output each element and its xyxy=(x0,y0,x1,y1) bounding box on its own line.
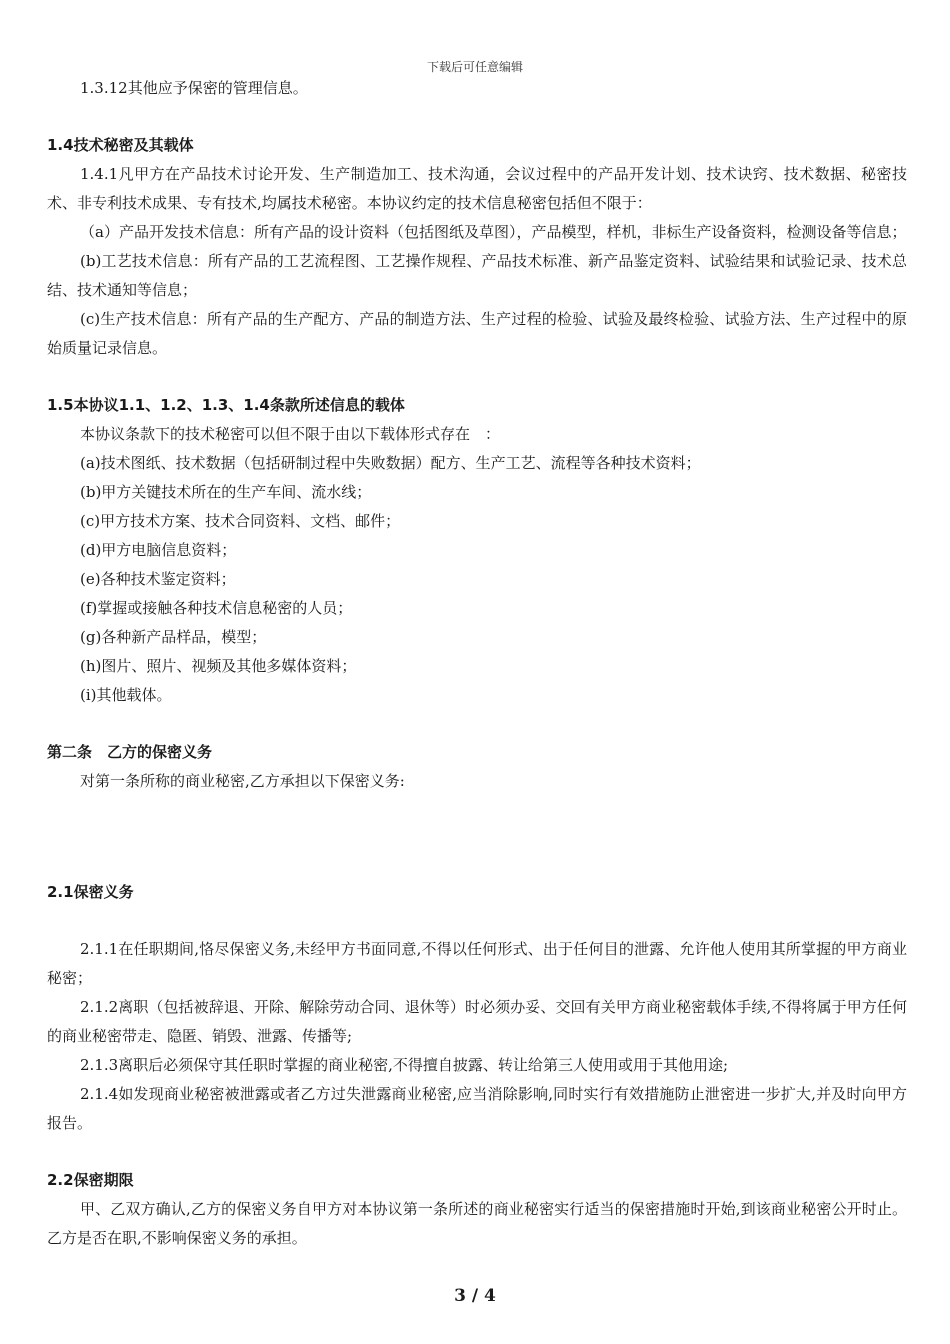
clause-1-4-c: (c)生产技术信息：所有产品的生产配方、产品的制造方法、生产过程的检验、试验及最终检验、试验方法、生产过程中的原始质量记录信息。 xyxy=(47,310,907,357)
clause-2-1-4: 2.1.4如发现商业秘密被泄露或者乙方过失泄露商业秘密,应当消除影响,同时实行有效措施防止泄密进一步扩大,并及时向甲方报告。 xyxy=(47,1085,907,1132)
list-item: (h)图片、照片、视频及其他多媒体资料； xyxy=(80,657,357,675)
heading-1-4: 1.4技术秘密及其载体 xyxy=(47,136,194,154)
list-item: (a)技术图纸、技术数据（包括研制过程中失败数据）配方、生产工艺、流程等各种技术资料； xyxy=(80,454,701,472)
list-item: (e)各种技术鉴定资料； xyxy=(80,570,236,588)
clause-2-2-1: 甲、乙双方确认,乙方的保密义务自甲方对本协议第一条所述的商业秘密实行适当的保密措施时开始,到该商业秘密公开时止。乙方是否在职,不影响保密义务的承担。 xyxy=(47,1200,907,1247)
clause-1-4-b: (b)工艺技术信息：所有产品的工艺流程图、工艺操作规程、产品技术标准、新产品鉴定资料、试验结果和试验记录、技术总结、技术通知等信息； xyxy=(47,252,907,299)
clause-1-5-intro: 本协议条款下的技术秘密可以但不限于由以下载体形式存在 ： xyxy=(80,425,501,443)
heading-2-2: 2.2保密期限 xyxy=(47,1171,134,1189)
article-2-intro: 对第一条所称的商业秘密,乙方承担以下保密义务: xyxy=(80,772,405,790)
list-item: (i)其他载体。 xyxy=(80,686,172,704)
list-item: (f)掌握或接触各种技术信息秘密的人员； xyxy=(80,599,353,617)
clause-2-1-3: 2.1.3离职后必须保守其任职时掌握的商业秘密,不得擅自披露、转让给第三人使用或用于其他用途; xyxy=(80,1056,728,1074)
heading-2-1: 2.1保密义务 xyxy=(47,883,134,901)
clause-2-1-2: 2.1.2离职（包括被辞退、开除、解除劳动合同、退休等）时必须办妥、交回有关甲方商业秘密载体手续,不得将属于甲方任何的商业秘密带走、隐匿、销毁、泄露、传播等; xyxy=(47,998,907,1045)
list-item: (g)各种新产品样品，模型； xyxy=(80,628,267,646)
clause-2-1-1: 2.1.1在任职期间,恪尽保密义务,未经甲方书面同意,不得以任何形式、出于任何目的泄露、允许他人使用其所掌握的甲方商业秘密； xyxy=(47,940,907,987)
watermark-text: 下载后可任意编辑 xyxy=(426,60,523,74)
clause-1-3-12: 1.3.12其他应予保密的管理信息。 xyxy=(80,79,308,97)
clause-1-4-a: （a）产品开发技术信息：所有产品的设计资料（包括图纸及草图），产品模型，样机，非标生产设备资料，检测设备等信息； xyxy=(80,223,907,241)
heading-1-5: 1.5本协议1.1、1.2、1.3、1.4条款所述信息的载体 xyxy=(47,396,405,414)
page-number: 3 / 4 xyxy=(454,1286,496,1306)
heading-article-2: 第二条 乙方的保密义务 xyxy=(47,743,213,761)
list-item: (d)甲方电脑信息资料； xyxy=(80,541,237,559)
clause-1-4-1: 1.4.1凡甲方在产品技术讨论开发、生产制造加工、技术沟通，会议过程中的产品开发计划、技术诀窍、技术数据、秘密技术、非专利技术成果、专有技术,均属技术秘密。本协议约定的技术信息秘密包括但不限于： xyxy=(47,165,907,212)
list-item: (c)甲方技术方案、技术合同资料、文档、邮件； xyxy=(80,512,401,530)
document-body xyxy=(47,74,907,1253)
list-item: (b)甲方关键技术所在的生产车间、流水线； xyxy=(80,483,372,501)
